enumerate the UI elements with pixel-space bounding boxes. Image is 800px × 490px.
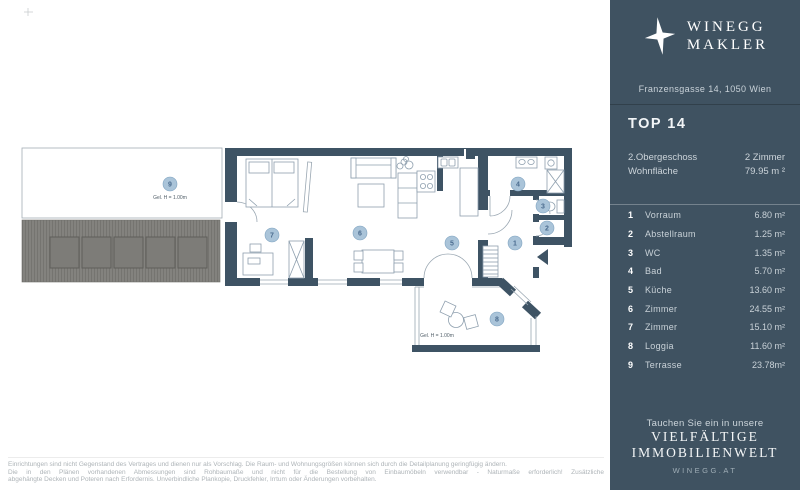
crop-mark [24,8,33,16]
room-marker-number: 1 [513,240,517,248]
website-link: WINEGG.AT [672,466,738,475]
footer-slogan-1: VIELFÄLTIGE [651,429,759,444]
unit-info [628,151,785,179]
room-name: Abstellraum [645,229,696,240]
footer-intro: Tauchen Sie ein in unsere [646,418,764,429]
info-sidebar [610,0,800,490]
room-name: Zimmer [645,322,678,333]
room-name: Bad [645,266,662,277]
height-label: Gel. H = 1.00m [420,333,454,339]
room-number: 8 [628,341,634,352]
room-area: 6.80 m² [754,210,785,221]
room-list-row [628,243,785,262]
room-name: Zimmer [645,303,678,314]
room-marker-number: 7 [270,232,274,240]
terrace-deck [22,220,220,282]
footer-slogan-2: IMMOBILIENWELT [631,445,779,460]
room-name: Vorraum [645,210,682,221]
room-area: 15.10 m² [749,322,785,333]
room-marker-number: 4 [516,181,520,189]
room-list-row [628,318,785,337]
room-name: WC [645,247,661,258]
wall-notch [464,149,466,156]
room-list-row [628,299,785,318]
room-number: 9 [628,359,634,370]
disclaimer-line: Die in den Plänen vorhandenen Abmessungen sind Rohbaumaße und nicht für die Bestellung von Einbaumöbeln verwendbar - Naturmaße erforderlich! Zusätzliche [8,468,604,476]
room-area: 13.60 m² [749,285,785,296]
room-list-row [628,356,785,375]
area-value: 79.95 m ² [744,166,785,177]
room-marker-number: 5 [450,240,454,248]
disclaimer-line: abgehängte Decken und Poteren nach Erfordernis. Unverbindliche Plankopie, Druckfehler, Irrtum oder Änderungen vorbehalten. [8,476,377,484]
room-number: 6 [628,303,634,314]
room-name: Loggia [645,341,674,352]
room-list-row [628,281,785,300]
loggia-parapet [412,345,540,352]
room-area: 5.70 m² [754,266,785,277]
diagonal-wall [500,281,538,316]
entrance-arrow-icon [537,249,548,265]
room-number: 4 [628,266,634,277]
room-name: Küche [645,285,673,296]
brand-name [687,18,768,54]
room-area: 1.25 m² [754,229,785,240]
disclaimer [8,457,604,484]
room-number: 3 [628,247,634,258]
room-number: 5 [628,285,634,296]
room-number: 1 [628,210,634,221]
room-marker-number: 6 [358,230,362,238]
divider [610,104,800,105]
height-label: Gel. H = 1.00m [153,195,187,201]
unit-title: TOP 14 [628,116,687,132]
room-area: 1.35 m² [754,247,785,258]
disclaimer-line: Einrichtungen sind nicht Gegenstand des Vertrages und dienen nur als Vorschlag. Die Raum- und Wohnungsgrößen können sich durch die Detailplanung geringfügig ändern. [8,461,507,468]
floor-label: 2.Obergeschoss [628,152,698,163]
room-list-row [628,225,785,244]
room-number: 7 [628,322,634,333]
brand-line-2: MAKLER [686,37,769,53]
room-area: 11.60 m² [750,341,785,352]
room-marker-number: 9 [168,181,172,189]
room-list-row [628,262,785,281]
rooms-value: 2 Zimmer [744,152,785,163]
compass-star-icon [642,12,678,60]
room-marker-number: 2 [545,225,549,233]
room-area: 23.78m² [751,359,785,370]
room-marker-number: 8 [495,316,499,324]
brand-line-1: WINEGG [686,19,766,35]
brand-logo [610,12,800,60]
room-name: Terrasse [645,359,682,370]
room-number: 2 [628,229,634,240]
room-marker-number: 3 [541,203,545,211]
terrace-outline [22,148,222,218]
area-label: Wohnfläche [628,166,678,177]
sidebar-footer [610,418,800,490]
room-list [628,206,785,374]
room-list-row [628,206,785,225]
room-list-row [628,337,785,356]
property-address: Franzensgasse 14, 1050 Wien [638,84,772,94]
room-area: 24.55 m² [749,303,785,314]
divider [610,204,800,205]
